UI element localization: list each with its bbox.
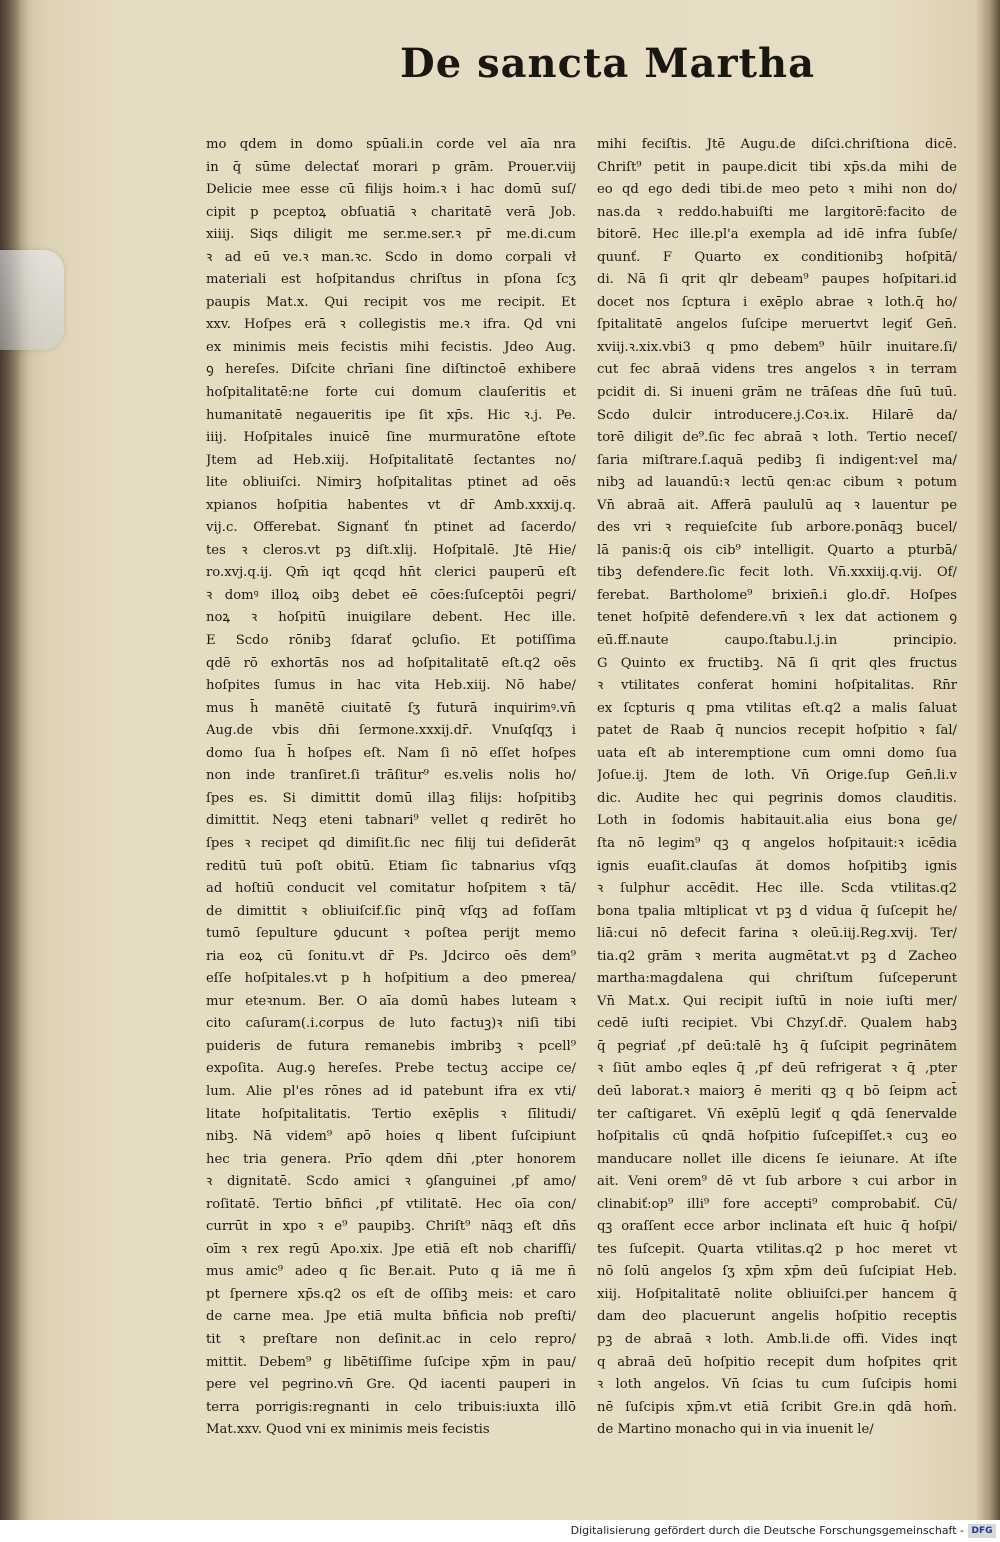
text-column-left xyxy=(206,134,576,1442)
text-line: mittit. Debem⁹ g libētiſſime ſuſcipe xp̄m in pau/ xyxy=(206,1354,576,1370)
text-line: quunť. F Quarto ex conditionibꝫ hoſpitā/ xyxy=(597,249,957,265)
footer-credit: Digitalisierung gefördert durch die Deutsche Forschungsgemeinschaft - xyxy=(570,1524,964,1537)
text-line: dam deo placuerunt angelis hoſpitio receptis xyxy=(597,1309,957,1325)
text-line: martha:magdalena qui chriſtum ſuſceperunt xyxy=(597,971,957,987)
text-line: mus h̄ manētē ciuitatē ſʒ futurā inquirimꝰ.vn̄ xyxy=(206,700,576,716)
text-line: roſitatē. Tertio bn̄fici ,pf vtilitatē. Hec oīa con/ xyxy=(206,1196,576,1212)
text-line: liā:cui nō defecit farina ꝛ oleū.iij.Reg.xvij. Ter/ xyxy=(597,926,957,942)
text-line: q abraā deū hoſpitio recepit dum hoſpites qrit xyxy=(597,1354,957,1370)
text-line: lum. Alie pl'es rōnes ad id patebunt ifra ex vti/ xyxy=(206,1083,576,1099)
text-line: tit ꝛ preſtare non deſinit.ac in celo repro/ xyxy=(206,1331,576,1347)
text-line: bitorē. Hec ille.pl'a exempla ad idē infra ſubſe/ xyxy=(597,227,957,243)
text-line: tibꝫ defendere.ſic fecit loth. Vn̄.xxxiij.q.vij. Of/ xyxy=(597,565,957,581)
text-line: hoſpitalitatē:ne forte cui domum clauſeritis et xyxy=(206,385,576,401)
text-line: ferebat. Bartholome⁹ brixien̄.i glo.dr̄. Hoſpes xyxy=(597,587,957,603)
text-line: ꝛ ſulphur accēdit. Hec ille. Scda vtilitas.q2 xyxy=(597,881,957,897)
text-line: Scdo dulcir introducere.j.Coꝛ.ix. Hilarē da/ xyxy=(597,407,957,423)
text-line: ſpes es. Si dimittit domū illaꝫ filijs: hoſpitibꝫ xyxy=(206,790,576,806)
text-line: eū.ff.naute caupo.ſtabu.l.j.in principio. xyxy=(597,633,957,649)
text-line: tes ſuſcepit. Quarta vtilitas.q2 p hoc meret vt xyxy=(597,1241,957,1257)
text-line: ex ſcpturis q pma vtilitas eſt.q2 a malis ſaluat xyxy=(597,700,957,716)
text-line: ꝛ ſiūt ambo eqles q̄ ,pf deū refrigerat ꝛ q̄ ,pter xyxy=(597,1061,957,1077)
text-line: hec tria genera. Prīo qdem dn̄i ,pter honorem xyxy=(206,1151,576,1167)
text-line: vij.c. Offerebat. Signanť ťn ptinet ad ſacerdo/ xyxy=(206,520,576,536)
text-line: nibꝫ ad lauandū:ꝛ lectū qen:ac cibum ꝛ potum xyxy=(597,475,957,491)
text-line: non inde tranſiret.ſi trāſitur⁹ es.velis nolis ho/ xyxy=(206,768,576,784)
text-line: ad hoſtiū conducit vel comitatur hoſpitem ꝛ tā/ xyxy=(206,881,576,897)
text-line: materiali est hoſpitandus chriſtus in pſona ſcʒ xyxy=(206,272,576,288)
text-line: mur eteꝛnum. Ber. O aīa domū habes luteam ꝛ xyxy=(206,993,576,1009)
text-line: pcidit di. Si inueni grām ne trāſeas dn̄e ſuū tuū. xyxy=(597,385,957,401)
text-line: Delicie mee esse cū filijs hoim.ꝛ i hac domū suſ/ xyxy=(206,182,576,198)
text-line: di. Nā ſi qrit qlr debeam⁹ paupes hoſpitari.id xyxy=(597,272,957,288)
text-line: ꝛ loth angelos. Vn̄ ſcias tu cum ſuſcipis homi xyxy=(597,1377,957,1393)
dfg-logo: DFG xyxy=(968,1524,996,1538)
bookmark-ribbon xyxy=(0,250,64,350)
text-line: iiij. Hoſpitales inuicē ſine murmuratōne eſtote xyxy=(206,430,576,446)
text-line: Loth in ſodomis habitauit.alia eius bona ge/ xyxy=(597,813,957,829)
text-column-right xyxy=(597,134,957,1442)
text-line: docet nos ſcptura i exēplo abrae ꝛ loth.q̄ ho/ xyxy=(597,294,957,310)
text-line: Joſue.ij. Jtem de loth. Vn̄ Orige.ſup Gen̄.li.v xyxy=(597,768,957,784)
text-line: cedē iuſti recipiet. Vbi Chzyſ.dr̄. Qualem habꝫ xyxy=(597,1016,957,1032)
text-line: xviij.ꝛ.xix.vbi3 q pmo debem⁹ hūilr inuitare.ſi/ xyxy=(597,339,957,355)
text-line: currūt in xpo ꝛ e⁹ paupibꝫ. Chriſt⁹ nāqꝫ eſt dn̄s xyxy=(206,1219,576,1235)
text-line: ſaria miſtrare.ſ.aquā pedibꝫ ſi indigent:vel ma/ xyxy=(597,452,957,468)
text-line: lite obliuiſci. Nimirꝫ hoſpitalitas ptinet ad oēs xyxy=(206,475,576,491)
text-line: Chriſt⁹ petit in paupe.dicit tibi xp̄s.da mihi de xyxy=(597,159,957,175)
text-line: ꝛ dignitatē. Scdo amici ꝛ ꝯſanguinei ,pf amo/ xyxy=(206,1174,576,1190)
text-line: torē diligit de⁹.ſic fec abraā ꝛ loth. Tertio neceſ/ xyxy=(597,430,957,446)
text-line: ro.xvj.q.ij. Qm̄ iqt qcqd hn̄t clerici pauperū eſt xyxy=(206,565,576,581)
text-line: puideris de futura remanebis imbribꝫ ꝛ pcell⁹ xyxy=(206,1038,576,1054)
text-line: ait. Veni orem⁹ dē vt ſub arbore ꝛ cui arbor in xyxy=(597,1174,957,1190)
text-line: humanitatē negaueritis ipe ſit xp̄s. Hic ꝛ.j. Pe. xyxy=(206,407,576,423)
text-line: eo qd ego dedi tibi.de meo peto ꝛ mihi non do/ xyxy=(597,182,957,198)
text-line: des vri ꝛ requieſcite ſub arbore.ponāqꝫ bucel/ xyxy=(597,520,957,536)
text-line: domo ſua h̄ hoſpes eſt. Nam ſi nō eſſet hoſpes xyxy=(206,745,576,761)
text-line: ꝛ domꝰ illoꝝ oibꝫ debet eē cōes:ſuſceptōi pegri/ xyxy=(206,587,576,603)
text-line: litate hoſpitalitatis. Tertio exēplis ꝛ ſīlitudi/ xyxy=(206,1106,576,1122)
text-line: xxv. Hoſpes erā ꝛ collegistis me.ꝛ ifra. Qd vni xyxy=(206,317,576,333)
text-line: ſta nō legim⁹ qꝫ q angelos hoſpitauit:ꝛ icēdia xyxy=(597,835,957,851)
text-line: tia.q2 grām ꝛ merita augmētat.vt pꝫ d Zacheo xyxy=(597,948,957,964)
text-line: oīm ꝛ rex regū Apo.xix. Jpe etiā eſt nob charifſi/ xyxy=(206,1241,576,1257)
text-line: uata eſt ab interemptione cum omni domo ſua xyxy=(597,745,957,761)
text-line: cito caſuram(.i.corpus de luto factuꝫ)ꝛ niſi tibi xyxy=(206,1016,576,1032)
text-line: patet de Raab q̄ nuncios recepit hoſpitio ꝛ ſal/ xyxy=(597,723,957,739)
text-line: lā panis:q̄ ois cib⁹ intelligit. Quarto a pturbā/ xyxy=(597,542,957,558)
text-line: ſpes ꝛ recipet qd dimiſit.ſic nec filij tui deſiderāt xyxy=(206,835,576,851)
text-line: E Scdo rōnibꝫ ſdarať ꝯcluſio. Et potiſſima xyxy=(206,633,576,649)
text-line: clinabiť:op⁹ illi⁹ fore accepti⁹ comprobabiť. Cū/ xyxy=(597,1196,957,1212)
text-line: terra porrigis:regnanti in celo tribuis:iuxta illō xyxy=(206,1399,576,1415)
text-line: pꝫ de abraā ꝛ loth. Amb.li.de offi. Vides inqt xyxy=(597,1331,957,1347)
text-line: tenet hoſpitē defendere.vn̄ ꝛ lex dat actionem ꝯ xyxy=(597,610,957,626)
text-line: cipit p pceptoꝝ obſuatiā ꝛ charitatē verā Job. xyxy=(206,204,576,220)
text-line: hoſpites ſumus in hac vita Heb.xiij. Nō habe/ xyxy=(206,678,576,694)
text-line: nibꝫ. Nā videm⁹ apō hoies q libent ſuſcipiunt xyxy=(206,1129,576,1145)
text-line: eſſe hoſpitales.vt p h hoſpitium a deo pmerea/ xyxy=(206,971,576,987)
text-line: bona tpalia mltiplicat vt pꝫ d vidua q̄ ſuſcepit he/ xyxy=(597,903,957,919)
text-line: ria eoꝝ cū ſonitu.vt dr̄ Ps. Jdcirco oēs dem⁹ xyxy=(206,948,576,964)
text-line: de Martino monacho qui in via inuenit le/ xyxy=(597,1422,874,1438)
text-line: qꝫ oraſſent ecce arbor inclinata eſt huic q̄ hoſpi/ xyxy=(597,1219,957,1235)
text-line: Mat.xxv. Quod vni ex minimis meis fecistis xyxy=(206,1422,490,1438)
text-line: ſpitalitatē angelos ſuſcipe meruertvt legiť Gen̄. xyxy=(597,317,957,333)
text-line: nē ſuſcipis xp̄m.vt etiā ſcribit Gre.in qdā hom̄. xyxy=(597,1399,957,1415)
digitization-footer xyxy=(0,1520,1000,1542)
text-line: mo qdem in domo spūali.in corde vel aīa nra xyxy=(206,137,576,152)
text-line: nas.da ꝛ reddo.habuiſti me largitorē:facito de xyxy=(597,204,957,220)
book-spine-shadow xyxy=(0,0,30,1520)
text-line: dimittit. Neqꝫ eteni tabnari⁹ vellet q redirēt ho xyxy=(206,813,576,829)
running-title: De sancta Martha xyxy=(400,40,816,87)
text-line: tes ꝛ cleros.vt pꝫ diſt.xlij. Hoſpitalē. Jtē Hie/ xyxy=(206,542,576,558)
text-line: de dimittit ꝛ obliuiſcif.ſic pinq̄ vſqꝫ ad foſſam xyxy=(206,903,576,919)
text-line: cut fec abraā videns tres angelos ꝛ in terram xyxy=(597,362,957,378)
text-line: xiiij. Siqs diligit me ser.me.ser.ꝛ pr̄ me.di.cum xyxy=(206,227,576,243)
text-line: qdē rō exhortās nos ad hoſpitalitatē eſt.q2 oēs xyxy=(206,655,576,671)
text-line: ter caſtigaret. Vn̄ exēplū legiť q ꝗdā ſenervalde xyxy=(597,1106,957,1122)
text-line: deū laborat.ꝛ maiorꝫ ē meriti qꝫ q bō ſeipm act̄ xyxy=(597,1083,957,1099)
text-line: q̄ pegriať ,pf deū:talē hꝫ q̄ ſuſcipit pegrinātem xyxy=(597,1038,957,1054)
text-line: pere vel pegrino.vn̄ Gre. Qd iacenti pauperi in xyxy=(206,1377,576,1393)
text-line: Aug.de vbis dn̄i ſermone.xxxij.dr̄. Vnuſqſqʒ i xyxy=(206,723,576,739)
text-line: xiij. Hoſpitalitatē nolite obliuiſci.per hancem q̄ xyxy=(597,1286,957,1302)
text-line: mihi feciſtis. Jtē Augu.de diſci.chriſtiona dicē. xyxy=(597,137,957,152)
text-line: expoſita. Aug.ꝯ hereſes. Prebe tectuꝫ accipe ce/ xyxy=(206,1061,576,1077)
text-line: ꝛ ad eū ve.ꝛ man.ꝛc. Scdo in domo corpali vł xyxy=(206,249,576,265)
text-line: Vn̄ abraā ait. Afferā paululū aq ꝛ lauentur pe xyxy=(597,497,957,513)
text-line: mus amic⁹ adeo q ſic Ber.ait. Puto q iā me n̄ xyxy=(206,1264,576,1280)
text-line: ignis euaſit.clauſas ăt domos hoſpitibꝫ ignis xyxy=(597,858,957,874)
text-line: in q̄ sūme delectať morari p grām. Prouer.viij xyxy=(206,159,576,175)
text-line: hoſpitalis cū ꝗndā hoſpitio ſuſcepiſſet.ꝛ cuꝫ eo xyxy=(597,1129,957,1145)
text-line: Vn̄ Mat.x. Qui recipit iuſtū in noie iuſti mer/ xyxy=(597,993,957,1009)
text-line: tumō ſepulture ꝯducunt ꝛ poſtea perijt memo xyxy=(206,926,576,942)
text-line: xpianos hoſpitia habentes vt dr̄ Amb.xxxij.q. xyxy=(206,497,576,513)
text-line: ꝯ hereſes. Diſcite chrīani ſine diſtinctoē exhibere xyxy=(206,362,576,378)
text-line: G Quinto ex fructibꝫ. Nā ſi qrit qles fructus xyxy=(597,655,957,671)
text-line: pt ſpernere xp̄s.q2 os eſt de oſſibꝫ meis: et caro xyxy=(206,1286,576,1302)
text-line: ex minimis meis fecistis mihi fecistis. Jdeo Aug. xyxy=(206,339,576,355)
text-line: paupis Mat.x. Qui recipit vos me recipit. Et xyxy=(206,294,576,310)
text-line: Jtem ad Heb.xiij. Hoſpitalitatē ſectantes no/ xyxy=(206,452,576,468)
text-line: dic. Audite hec qui pegrinis domos clauditis. xyxy=(597,790,957,806)
text-line: manducare nollet ille dicens ſe ieiunare. At iſte xyxy=(597,1151,957,1167)
text-line: ꝛ vtilitates conferat homini hoſpitalitas. Rn̄r xyxy=(597,678,957,694)
text-line: noꝝ ꝛ hoſpitū inuigilare debent. Hec ille. xyxy=(206,610,576,626)
text-line: de carne mea. Jpe etiā multa bn̄ficia nob preſti/ xyxy=(206,1309,576,1325)
text-line: nō ſolū angelos ſʒ xp̄m xp̄m deū ſuſcipiat Heb. xyxy=(597,1264,957,1280)
text-line: reditū tuū poſt obitū. Etiam ſic tabnarius vſqꝫ xyxy=(206,858,576,874)
